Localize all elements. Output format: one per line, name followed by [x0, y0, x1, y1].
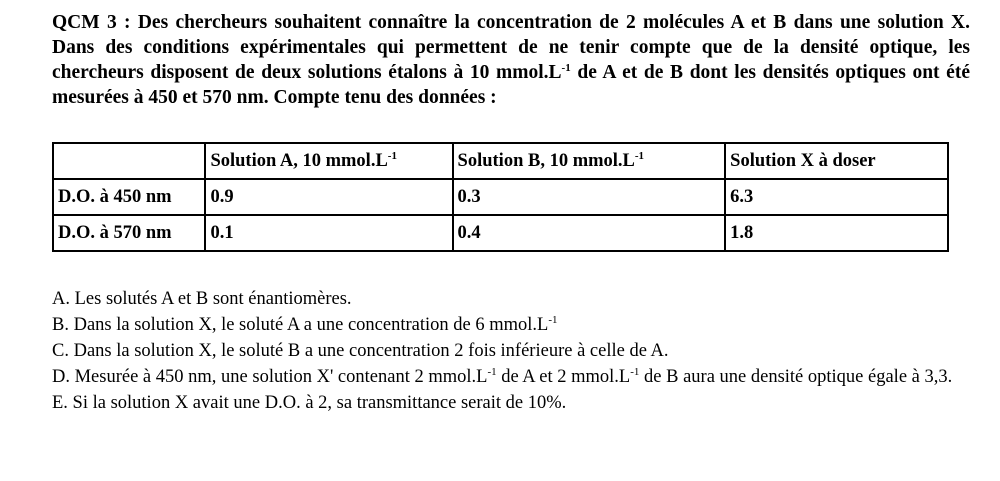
option-d-text-part1: D. Mesurée à 450 nm, une solution X' contenant 2 mmol.L — [52, 367, 488, 387]
header-solution-b-label: Solution B, 10 mmol.L — [457, 150, 635, 171]
cell-solution-x: 6.3 — [725, 179, 948, 215]
table-header-row — [53, 143, 948, 179]
header-solution-a-label: Solution A, 10 mmol.L — [210, 150, 388, 171]
option-c: C. Dans la solution X, le soluté B a une concentration 2 fois inférieure à celle de A. — [52, 341, 669, 361]
cell-solution-b: 0.3 — [453, 179, 726, 215]
answer-options — [52, 286, 977, 416]
header-solution-a-exponent: -1 — [387, 149, 397, 162]
data-table — [52, 142, 949, 252]
question-statement — [52, 10, 970, 110]
option-d-text-part3: de B aura une densité optique égale à 3,3. — [639, 367, 953, 387]
option-b — [52, 312, 977, 338]
table-corner-cell — [53, 143, 205, 179]
header-solution-b — [453, 143, 726, 179]
option-e: E. Si la solution X avait une D.O. à 2, sa transmittance serait de 10%. — [52, 393, 567, 413]
option-d-exponent-1: -1 — [487, 366, 497, 378]
cell-solution-a: 0.1 — [205, 215, 452, 251]
cell-solution-b: 0.4 — [453, 215, 726, 251]
option-a: A. Les solutés A et B sont énantiomères. — [52, 289, 352, 309]
cell-solution-x: 1.8 — [725, 215, 948, 251]
option-d-exponent-2: -1 — [630, 366, 640, 378]
row-label: D.O. à 450 nm — [53, 179, 205, 215]
option-d-text-part2: de A et 2 mmol.L — [496, 367, 631, 387]
option-b-text: B. Dans la solution X, le soluté A a une concentration de 6 mmol.L — [52, 315, 549, 335]
table-row — [53, 179, 948, 215]
question-text-part2: de A et de B dont les densités optiques ont été mesurées à 450 et 570 nm. Compte tenu des données : — [52, 62, 970, 108]
header-solution-x: Solution X à doser — [725, 143, 948, 179]
header-solution-a — [205, 143, 452, 179]
question-text-part1: QCM 3 : Des chercheurs souhaitent connaître la concentration de 2 molécules A et B dans une solution X. Dans des conditions expérimentales qui permettent de ne tenir compte que de la densité optique, les chercheurs disposent de deux solutions étalons à 10 mmol.L — [52, 12, 970, 83]
table-row — [53, 215, 948, 251]
header-solution-b-exponent: -1 — [634, 149, 645, 162]
cell-solution-a: 0.9 — [205, 179, 452, 215]
option-d — [52, 364, 977, 390]
option-b-exponent: -1 — [548, 314, 558, 326]
row-label: D.O. à 570 nm — [53, 215, 205, 251]
question-exponent: -1 — [561, 62, 571, 74]
